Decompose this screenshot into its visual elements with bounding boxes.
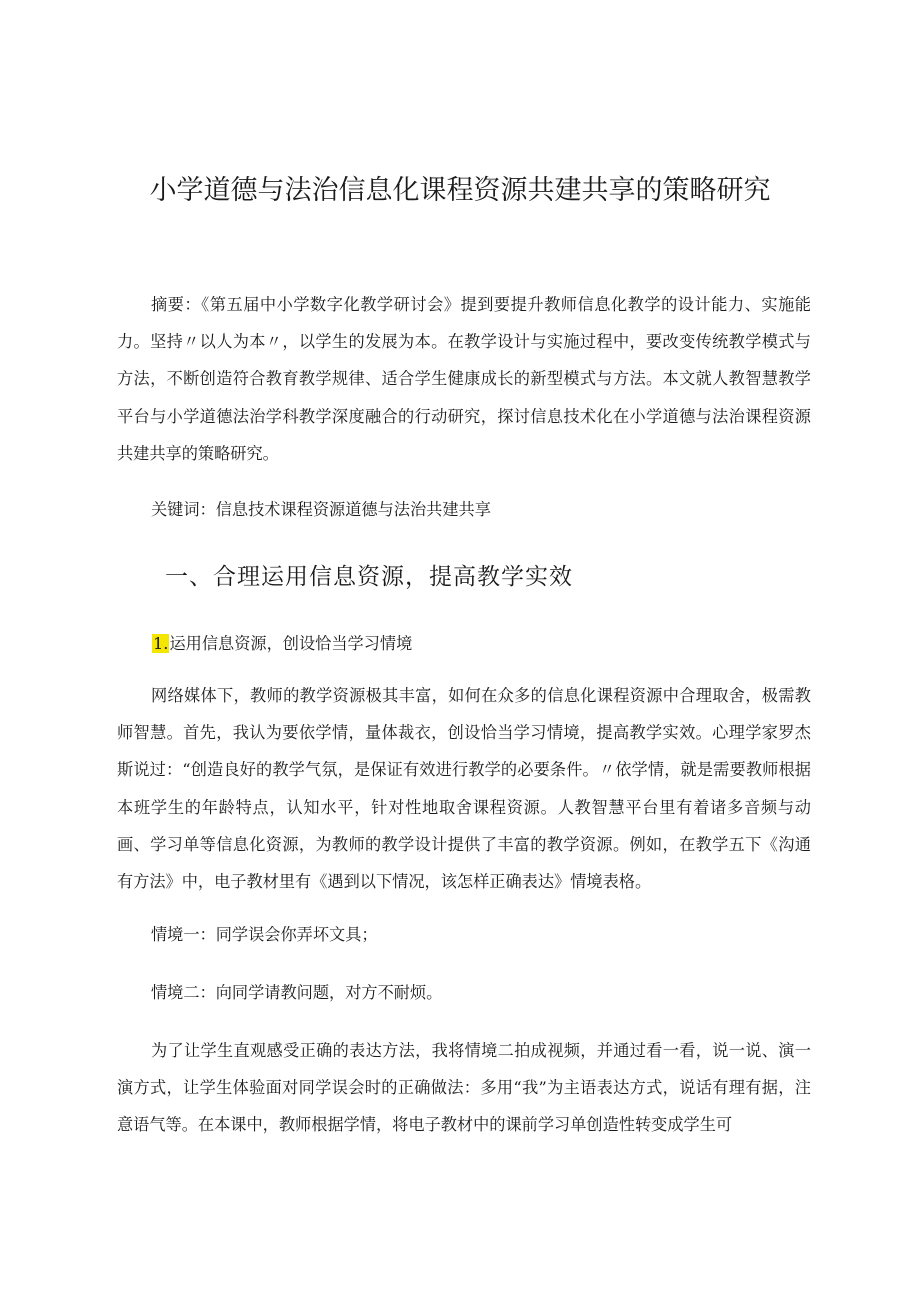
scene-two-line: 情境二：向同学请教问题，对方不耐烦。 bbox=[151, 983, 443, 1002]
section-heading-1: 一、合理运用信息资源，提高教学实效 bbox=[165, 564, 573, 590]
highlighted-number: 1. bbox=[153, 634, 169, 653]
scene-one-line: 情境一：同学误会你弄坏文具； bbox=[151, 925, 378, 944]
body-paragraph-1: 网络媒体下，教师的教学资源极其丰富，如何在众多的信息化课程资源中合理取舍，极需教师智慧。首先，我认为要依学情，量体裁衣，创设恰当学习情境，提高教学实效。心理学家罗杰斯说过：“创造良好的教学气氛，是保证有效进行教学的必要条件。〃依学情，就是需要教师根据本班学生的年龄特点，认知水平，针对性地取舍课程资源。人教智慧平台里有着诸多音频与动画、学习单等信息化资源，为教师的教学设计提供了丰富的教学资源。例如，在教学五下《沟通有方法》中，电子教材里有《遇到以下情况，该怎样正确表达》情境表格。 bbox=[117, 686, 811, 892]
sub-heading-1-1 bbox=[152, 630, 412, 654]
document-title: 小学道德与法治信息化课程资源共建共享的策略研究 bbox=[149, 175, 771, 206]
sub-heading-text: 运用信息资源，创设恰当学习情境 bbox=[169, 634, 413, 653]
keywords-line: 关键词：信息技术课程资源道德与法治共建共享 bbox=[151, 500, 491, 519]
abstract-paragraph: 摘要：《第五届中小学数字化教学研讨会》提到要提升教师信息化教学的设计能力、实施能力。坚持〃以人为本〃，以学生的发展为本。在教学设计与实施过程中，要改变传统教学模式与方法，不断创造符合教育教学规律、适合学生健康成长的新型模式与方法。本文就人教智慧教学平台与小学道德法治学科教学深度融合的行动研究，探讨信息技术化在小学道德与法治课程资源共建共享的策略研究。 bbox=[117, 295, 811, 463]
body-paragraph-2: 为了让学生直观感受正确的表达方法，我将情境二拍成视频，并通过看一看，说一说、演一演方式，让学生体验面对同学误会时的正确做法：多用“我”为主语表达方式，说话有理有据，注意语气等。在本课中，教师根据学情，将电子教材中的课前学习单创造性转变成学生可 bbox=[117, 1041, 811, 1135]
